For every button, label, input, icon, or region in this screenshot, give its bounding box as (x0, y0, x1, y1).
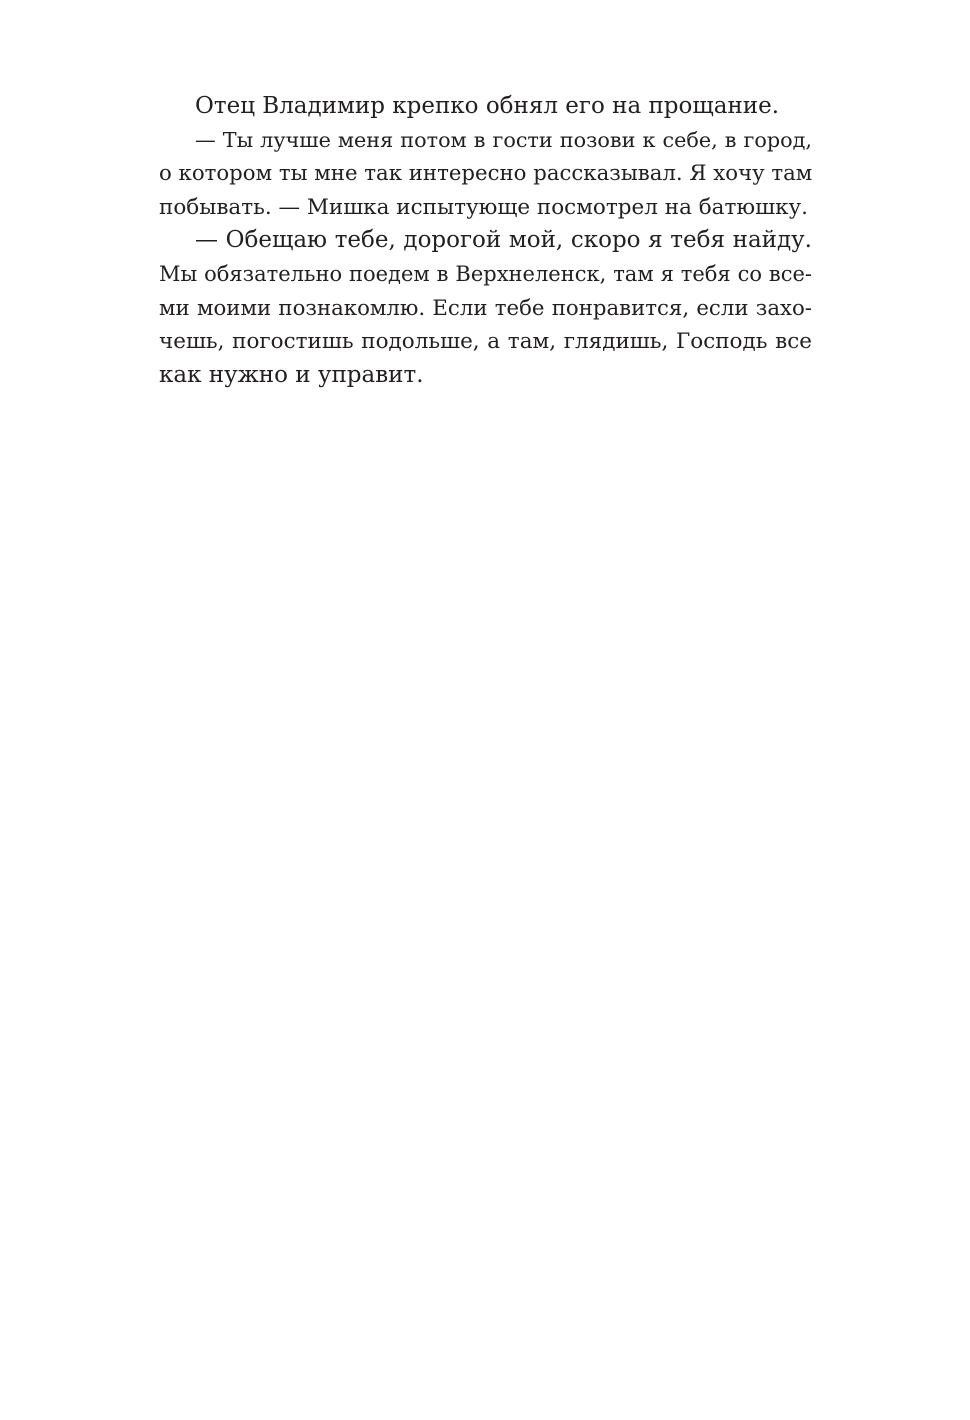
paragraph-2-line-3: побывать. — Мишка испытующе посмотрел на батюшку. (159, 194, 809, 220)
paragraph-3-line-4: чешь, погостишь подольше, а там, глядишь, Господь все (159, 329, 812, 355)
paragraph-2-line-2: о котором ты мне так интересно рассказывал. Я хочу там (159, 161, 813, 187)
paragraph-3-line-1: — Обещаю тебе, дорогой мой, скоро я тебя найду. (195, 227, 812, 254)
paragraph-1-line-1: Отец Владимир крепко обнял его на прощание. (195, 93, 780, 119)
body-text (159, 90, 812, 392)
paragraph-3-line-3: ми моими познакомлю. Если тебе понравится, если захо- (159, 295, 812, 321)
paragraph-3-line-5: как нужно и управит. (159, 361, 424, 388)
paragraph-3-line-2: Мы обязательно поедем в Верхнеленск, там я тебя со все- (159, 261, 812, 286)
paragraph-2-line-1: — Ты лучше меня потом в гости позови к себе, в город, (195, 127, 812, 152)
